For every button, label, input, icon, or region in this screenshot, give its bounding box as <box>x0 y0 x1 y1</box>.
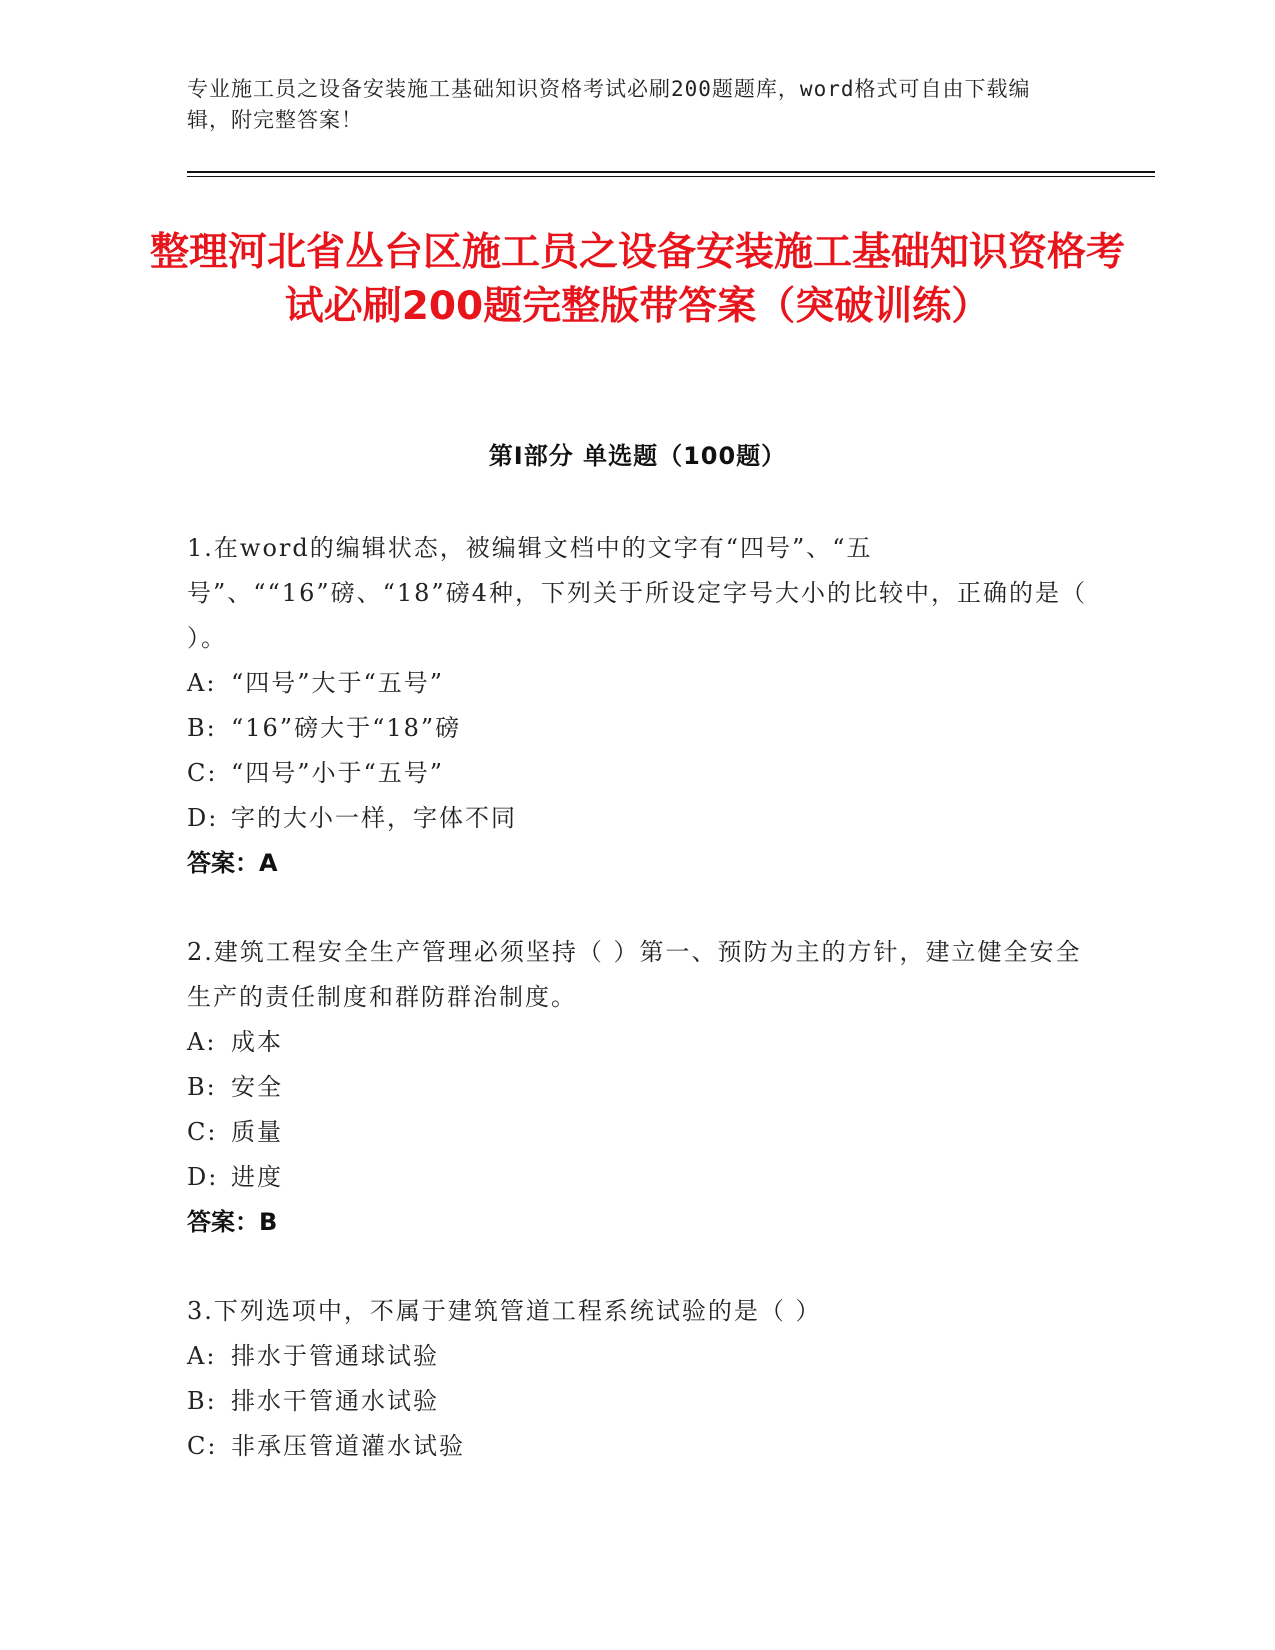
option-letter: C: <box>187 1118 218 1146</box>
option-text: 非承压管道灌水试验 <box>231 1432 465 1460</box>
option-c <box>187 1424 1087 1469</box>
option-text: “四号”大于“五号” <box>231 669 445 697</box>
option-letter: C: <box>187 759 218 787</box>
option-text: 进度 <box>231 1163 283 1191</box>
question-1 <box>187 526 1087 886</box>
option-a <box>187 661 1087 706</box>
option-letter: D: <box>187 1163 219 1191</box>
question-2 <box>187 930 1087 1245</box>
header-divider-thick <box>187 171 1155 173</box>
option-letter: C: <box>187 1432 218 1460</box>
option-text: 排水干管通水试验 <box>231 1387 439 1415</box>
option-text: 字的大小一样，字体不同 <box>231 804 517 832</box>
answer-line: 答案：A <box>187 849 278 877</box>
option-b <box>187 706 1087 751</box>
option-text: 排水于管通球试验 <box>231 1342 439 1370</box>
option-text: “四号”小于“五号” <box>231 759 445 787</box>
option-b <box>187 1379 1087 1424</box>
option-letter: B: <box>187 1073 217 1101</box>
option-letter: D: <box>187 804 219 832</box>
question-stem: 2.建筑工程安全生产管理必须坚持（ ）第一、预防为主的方针，建立健全安全生产的责任制度和群防群治制度。 <box>187 938 1082 1011</box>
question-stem: 1.在word的编辑状态，被编辑文档中的文字有“四号”、“五号”、““16”磅、“18”磅4种，下列关于所设定字号大小的比较中，正确的是（ ）。 <box>187 534 1087 652</box>
option-text: 成本 <box>231 1028 283 1056</box>
question-3 <box>187 1289 1087 1469</box>
question-list <box>187 526 1087 1513</box>
option-a <box>187 1334 1087 1379</box>
option-letter: B: <box>187 714 217 742</box>
option-d <box>187 1155 1087 1200</box>
option-d <box>187 796 1087 841</box>
section-heading: 第Ⅰ部分 单选题（100题） <box>488 442 787 470</box>
option-b <box>187 1065 1087 1110</box>
option-letter: A: <box>187 669 217 697</box>
option-c <box>187 751 1087 796</box>
option-text: “16”磅大于“18”磅 <box>231 714 462 742</box>
question-stem: 3.下列选项中，不属于建筑管道工程系统试验的是（ ） <box>187 1297 822 1325</box>
document-title: 整理河北省丛台区施工员之设备安装施工基础知识资格考试必刷200题完整版带答案（突破训练） <box>150 230 1126 329</box>
option-letter: A: <box>187 1028 217 1056</box>
option-a <box>187 1020 1087 1065</box>
option-c <box>187 1110 1087 1155</box>
option-text: 安全 <box>231 1073 283 1101</box>
header-note: 专业施工员之设备安装施工基础知识资格考试必刷200题题库，word格式可自由下载编辑，附完整答案！ <box>187 77 1031 132</box>
option-letter: B: <box>187 1387 217 1415</box>
answer-line: 答案：B <box>187 1208 278 1236</box>
option-text: 质量 <box>231 1118 283 1146</box>
header-divider-thin <box>187 176 1155 177</box>
option-letter: A: <box>187 1342 217 1370</box>
